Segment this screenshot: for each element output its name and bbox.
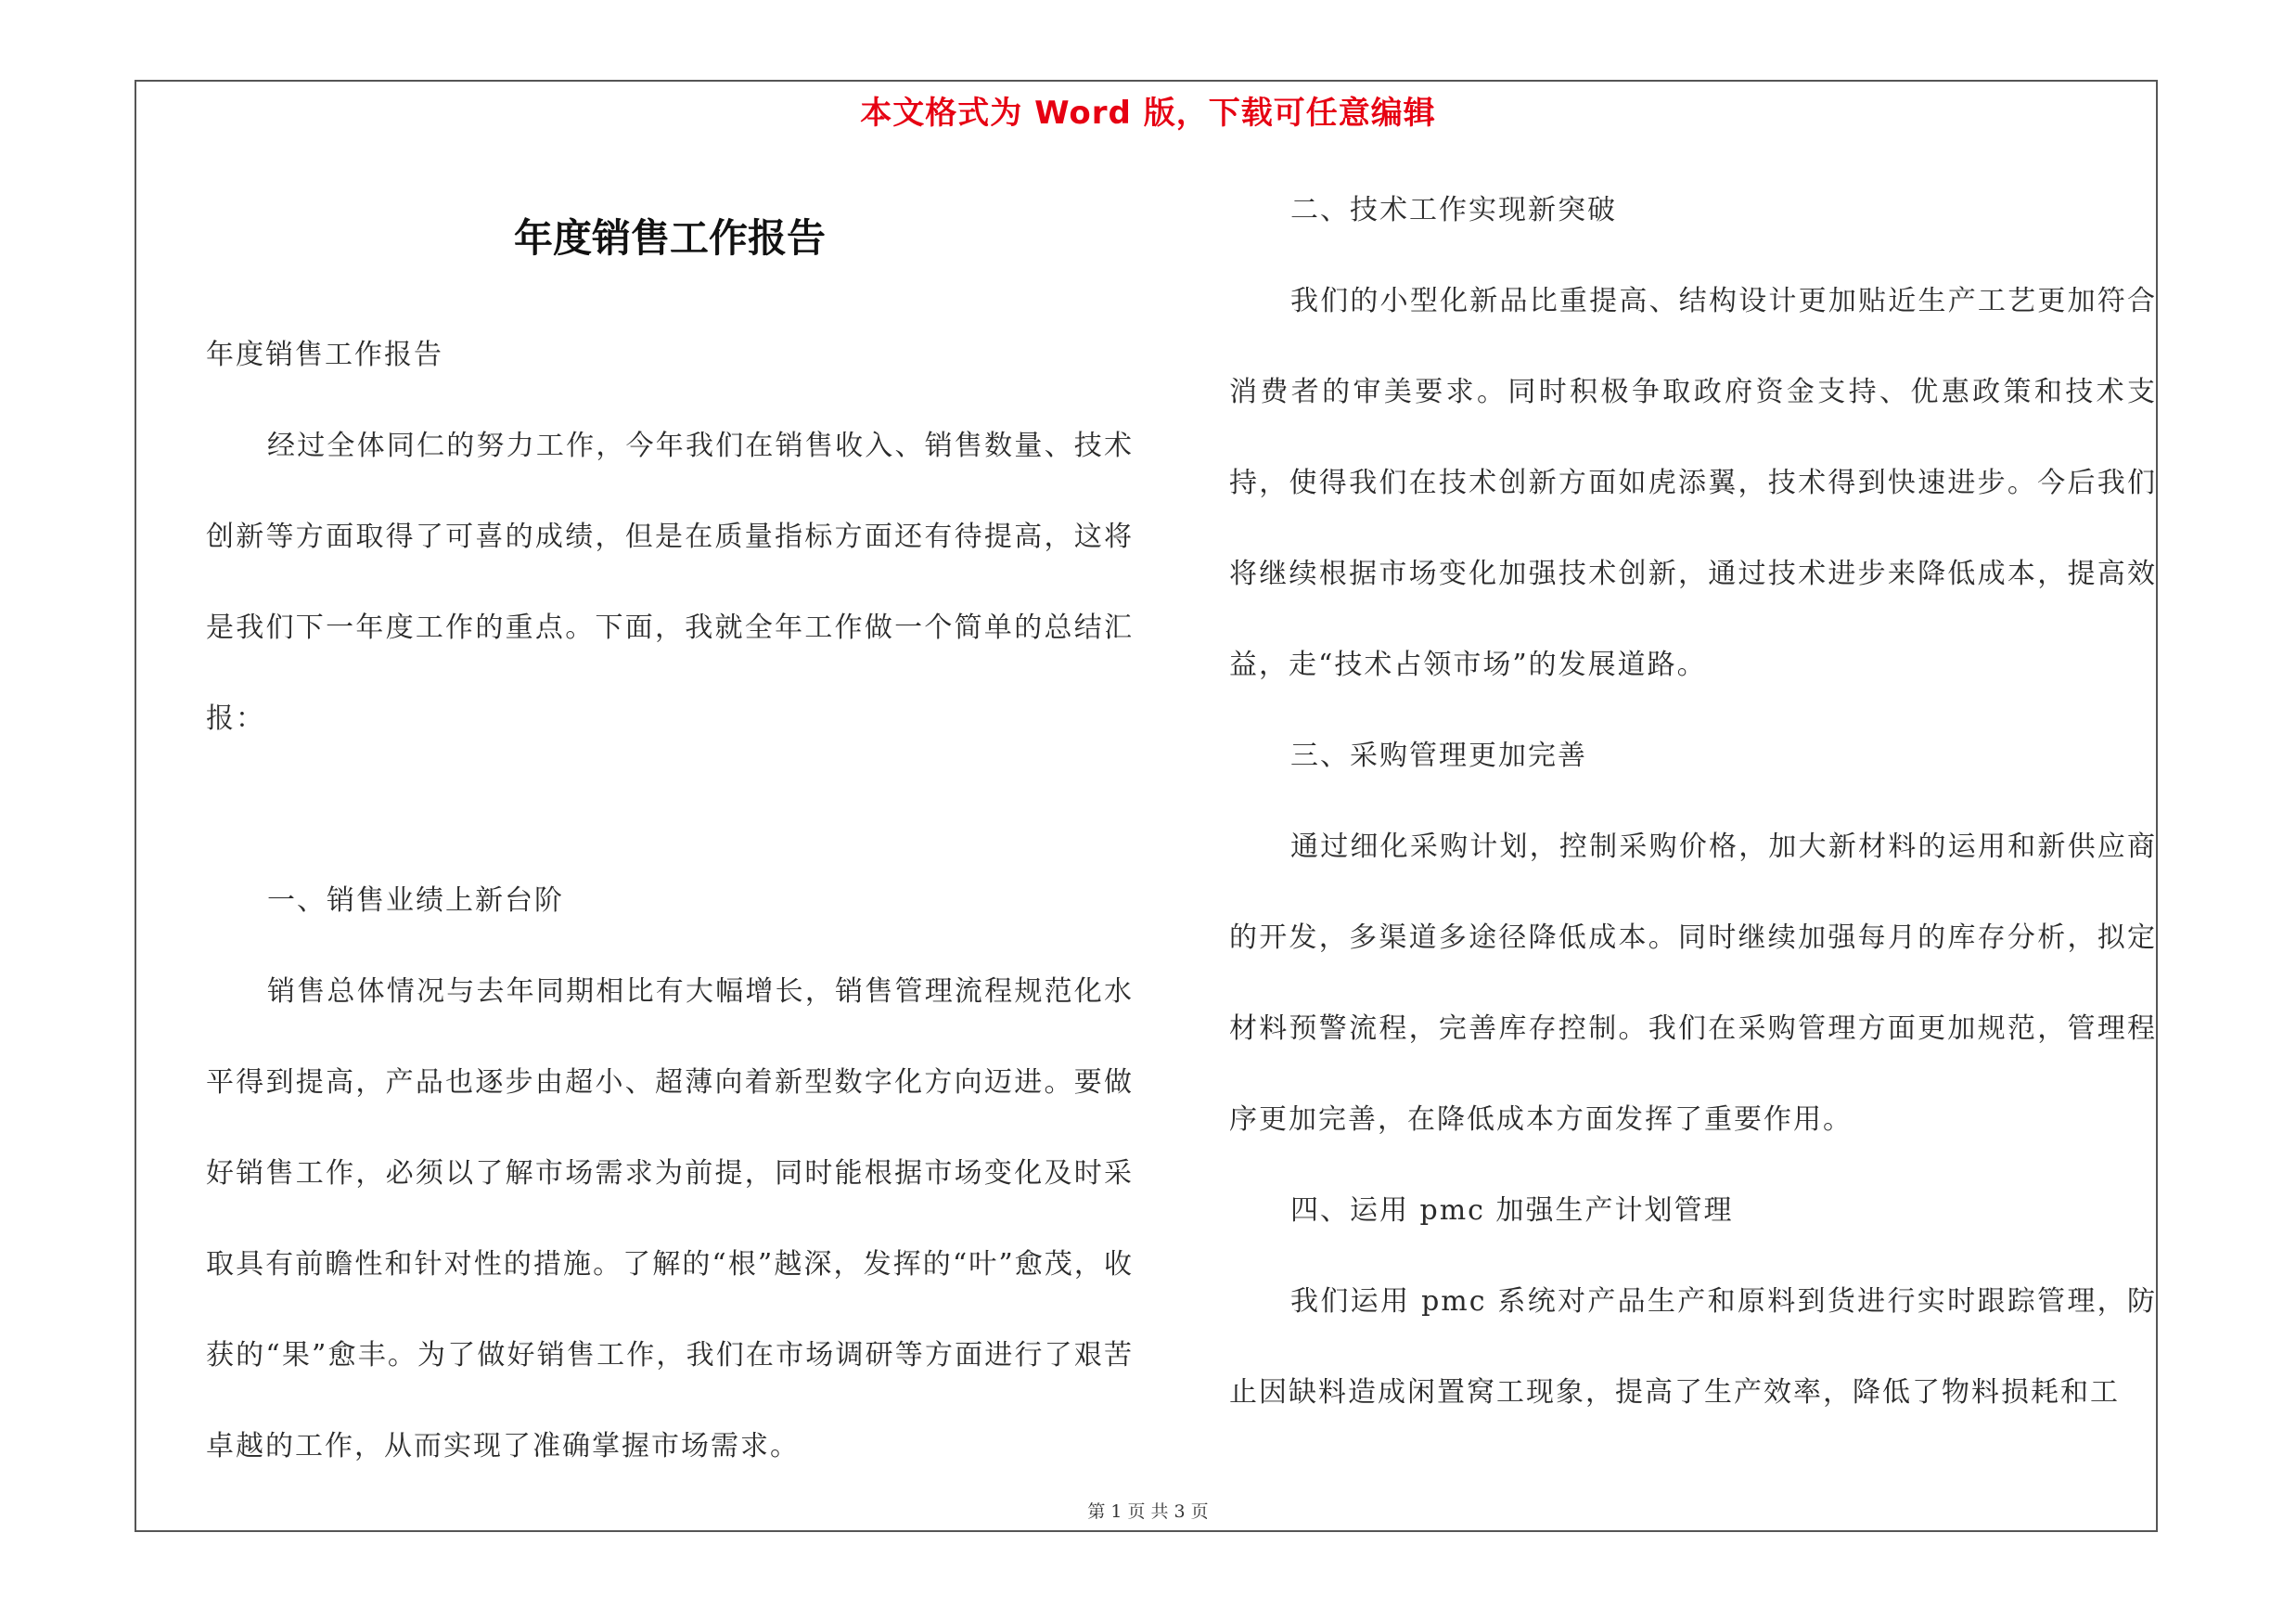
intro-paragraph: 经过全体同仁的努力工作，今年我们在销售收入、销售数量、技术创新等方面取得了可喜的成绩，但是在质量指标方面还有待提高，这将是我们下一年度工作的重点。下面，我就全年工作做一个简单的总结汇报：: [206, 430, 1134, 735]
spacer: [206, 765, 1134, 856]
right-column: [1229, 165, 2157, 1438]
section-heading-1: 一、销售业绩上新台阶: [267, 884, 564, 917]
section-heading-3: 三、采购管理更加完善: [1290, 740, 1587, 772]
subtitle: 年度销售工作报告: [206, 339, 443, 371]
left-column: [206, 310, 1134, 1492]
section-heading-2: 二、技术工作实现新突破: [1290, 194, 1617, 226]
section-body-2: 我们的小型化新品比重提高、结构设计更加贴近生产工艺更加符合消费者的审美要求。同时积极争取政府资金支持、优惠政策和技术支持，使得我们在技术创新方面如虎添翼，技术得到快速进步。今后我们将继续根据市场变化加强技术创新，通过技术进步来降低成本，提高效益，走“技术占领市场”的发展道路。: [1229, 285, 2157, 681]
section-body-3: 通过细化采购计划，控制采购价格，加大新材料的运用和新供应商的开发，多渠道多途径降低成本。同时继续加强每月的库存分析，拟定材料预警流程，完善库存控制。我们在采购管理方面更加规范，管理程序更加完善，在降低成本方面发挥了重要作用。: [1229, 831, 2157, 1136]
section-heading-4: 四、运用 pmc 加强生产计划管理: [1290, 1194, 1734, 1227]
document-title: 年度销售工作报告: [513, 215, 826, 261]
format-banner: 本文格式为 Word 版，下载可任意编辑: [860, 95, 1436, 132]
section-body-1: 销售总体情况与去年同期相比有大幅增长，销售管理流程规范化水平得到提高，产品也逐步由超小、超薄向着新型数字化方向迈进。要做好销售工作，必须以了解市场需求为前提，同时能根据市场变化及时采取具有前瞻性和针对性的措施。了解的“根”越深，发挥的“叶”愈茂，收获的“果”愈丰。为了做好销售工作，我们在市场调研等方面进行了艰苦卓越的工作，从而实现了准确掌握市场需求。: [206, 975, 1134, 1462]
section-body-4: 我们运用 pmc 系统对产品生产和原料到货进行实时跟踪管理，防止因缺料造成闲置窝工现象，提高了生产效率，降低了物料损耗和工: [1229, 1285, 2157, 1409]
page-number: 第 1 页 共 3 页: [1087, 1501, 1209, 1522]
